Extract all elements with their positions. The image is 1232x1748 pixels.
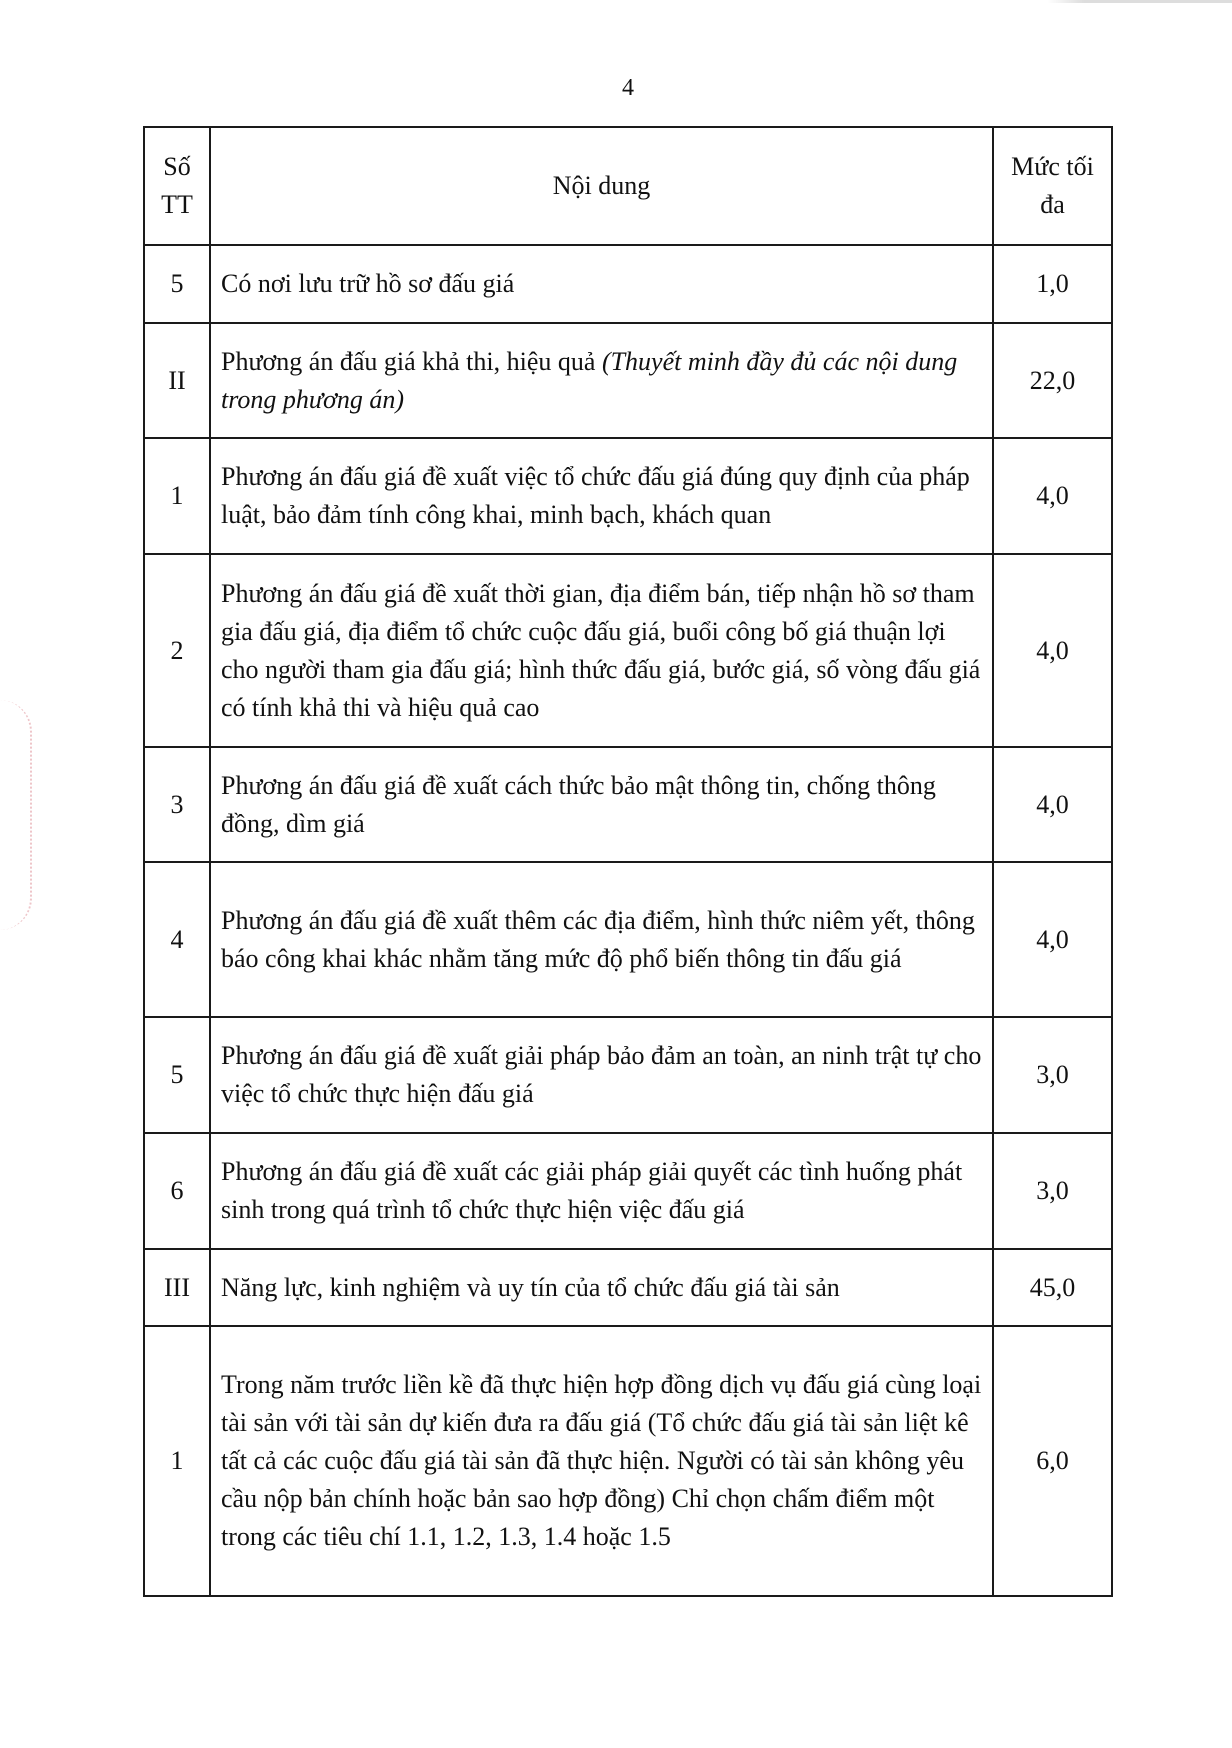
row-content-text: Phương án đấu giá khả thi, hiệu quả	[221, 346, 602, 376]
row-stt: 1	[144, 1326, 210, 1596]
table-row	[144, 1326, 1112, 1596]
row-content	[210, 438, 993, 554]
row-stt: 3	[144, 747, 210, 862]
row-stt: 2	[144, 554, 210, 747]
header-stt: Số TT	[144, 127, 210, 245]
row-content	[210, 1326, 993, 1596]
row-content	[210, 747, 993, 862]
row-max: 3,0	[993, 1133, 1112, 1249]
row-stt: II	[144, 323, 210, 438]
row-stt: III	[144, 1249, 210, 1326]
row-content-text: Phương án đấu giá đề xuất việc tổ chức đấu giá đúng quy định của pháp luật, bảo đảm tính công khai, minh bạch, khách quan	[221, 462, 970, 529]
row-stt: 5	[144, 245, 210, 323]
row-max: 4,0	[993, 862, 1112, 1017]
row-content-text: Phương án đấu giá đề xuất cách thức bảo mật thông tin, chống thông đồng, dìm giá	[221, 770, 936, 838]
header-max: Mức tối đa	[993, 127, 1112, 245]
table-row	[144, 862, 1112, 1017]
row-max: 1,0	[993, 245, 1112, 323]
row-content-text: Phương án đấu giá đề xuất giải pháp bảo đảm an toàn, an ninh trật tự cho việc tổ chức thực hiện đấu giá	[221, 1041, 982, 1108]
table-row	[144, 747, 1112, 862]
row-stt: 1	[144, 438, 210, 554]
row-max: 45,0	[993, 1249, 1112, 1326]
row-content	[210, 862, 993, 1017]
table-row	[144, 1017, 1112, 1133]
page-number	[0, 74, 1232, 102]
table-row	[144, 245, 1112, 323]
row-stt: 6	[144, 1133, 210, 1249]
row-content	[210, 1133, 993, 1249]
row-max: 4,0	[993, 438, 1112, 554]
table-header-row	[144, 127, 1112, 245]
row-content-text: Phương án đấu giá đề xuất thêm các địa điểm, hình thức niêm yết, thông báo công khai khác nhằm tăng mức độ phổ biến thông tin đấu giá	[221, 905, 975, 973]
table-row	[144, 1249, 1112, 1326]
header-content: Nội dung	[210, 127, 993, 245]
row-stt: 4	[144, 862, 210, 1017]
row-content	[210, 245, 993, 323]
seal-stamp-fragment	[0, 700, 32, 930]
table-row	[144, 554, 1112, 747]
table-row	[144, 323, 1112, 438]
row-content	[210, 1249, 993, 1326]
row-content-text: Phương án đấu giá đề xuất thời gian, địa điểm bán, tiếp nhận hồ sơ tham gia đấu giá, địa điểm tổ chức cuộc đấu giá, buổi công bố giá thuận lợi cho người tham gia đấu giá; hình thức đấu giá, bước giá, số vòng đấu giá có tính khả thi và hiệu quả cao	[221, 578, 981, 722]
row-content	[210, 1017, 993, 1133]
row-content	[210, 554, 993, 747]
row-max: 22,0	[993, 323, 1112, 438]
row-max: 3,0	[993, 1017, 1112, 1133]
row-content-italic-note: (Thuyết minh đầy đủ các nội dung trong phương án)	[221, 346, 958, 414]
row-max: 4,0	[993, 554, 1112, 747]
table-row	[144, 1133, 1112, 1249]
row-stt: 5	[144, 1017, 210, 1133]
row-content-text: Năng lực, kinh nghiệm và uy tín của tổ chức đấu giá tài sản	[221, 1272, 840, 1302]
row-content-text: Trong năm trước liền kề đã thực hiện hợp đồng dịch vụ đấu giá cùng loại tài sản với tài sản dự kiến đưa ra đấu giá (Tổ chức đấu giá tài sản liệt kê tất cả các cuộc đấu giá tài sản đã thực hiện. Người có tài sản không yêu cầu nộp bản chính hoặc bản sao hợp đồng) Chỉ chọn chấm điểm một trong các tiêu chí 1.1, 1.2, 1.3, 1.4 hoặc 1.5	[221, 1370, 982, 1551]
row-content-text: Có nơi lưu trữ hồ sơ đấu giá	[221, 269, 515, 298]
row-max: 6,0	[993, 1326, 1112, 1596]
row-content-text: Phương án đấu giá đề xuất các giải pháp giải quyết các tình huống phát sinh trong quá trình tổ chức thực hiện việc đấu giá	[221, 1157, 963, 1224]
page-number-text: 4	[622, 75, 634, 101]
row-content	[210, 323, 993, 438]
scan-edge-artifact	[0, 0, 1232, 3]
table-row	[144, 438, 1112, 554]
row-max: 4,0	[993, 747, 1112, 862]
scoring-criteria-table	[143, 126, 1113, 1597]
